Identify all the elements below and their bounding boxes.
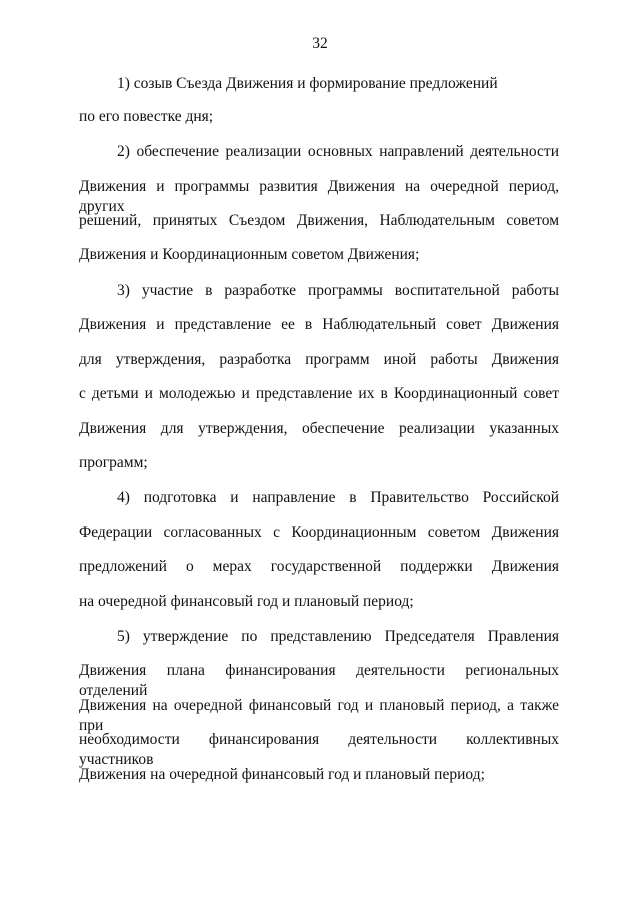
item-5-line-2: Движения плана финансирования деятельности региональных отделений (79, 662, 559, 699)
item-1-line-1: 1) созыв Съезда Движения и формирование предложений (117, 75, 498, 92)
item-3-line-2: Движения и представление ее в Наблюдательный совет Движения (79, 316, 559, 333)
item-2-line-1: 2) обеспечение реализации основных направлений деятельности (117, 143, 559, 160)
item-3-line-6: программ; (79, 454, 148, 471)
item-3-line-4: с детьми и молодежью и представление их в Координационный совет (79, 385, 559, 402)
item-1-line-2: по его повестке дня; (79, 108, 214, 125)
item-2-line-3: решений, принятых Съездом Движения, Наблюдательным советом (79, 212, 559, 229)
item-2-line-4: Движения и Координационным советом Движения; (79, 246, 420, 263)
item-4-line-3: предложений о мерах государственной поддержки Движения (79, 558, 559, 575)
item-4-line-4: на очередной финансовый год и плановый период; (79, 593, 414, 610)
page-number: 32 (312, 35, 328, 52)
item-5-line-5: Движения на очередной финансовый год и плановый период; (79, 766, 485, 783)
item-4-line-2: Федерации согласованных с Координационным советом Движения (79, 524, 559, 541)
item-5-line-1: 5) утверждение по представлению Председателя Правления (117, 628, 559, 645)
item-5-line-4: необходимости финансирования деятельности коллективных участников (79, 731, 559, 768)
item-4-line-1: 4) подготовка и направление в Правительство Российской (117, 489, 559, 506)
item-3-line-3: для утверждения, разработка программ иной работы Движения (79, 351, 559, 368)
item-3-line-5: Движения для утверждения, обеспечение реализации указанных (79, 420, 559, 437)
item-5-line-3: Движения на очередной финансовый год и плановый период, а также при (79, 697, 559, 734)
item-2-line-2: Движения и программы развития Движения на очередной период, других (79, 178, 559, 215)
item-3-line-1: 3) участие в разработке программы воспитательной работы (117, 282, 559, 299)
